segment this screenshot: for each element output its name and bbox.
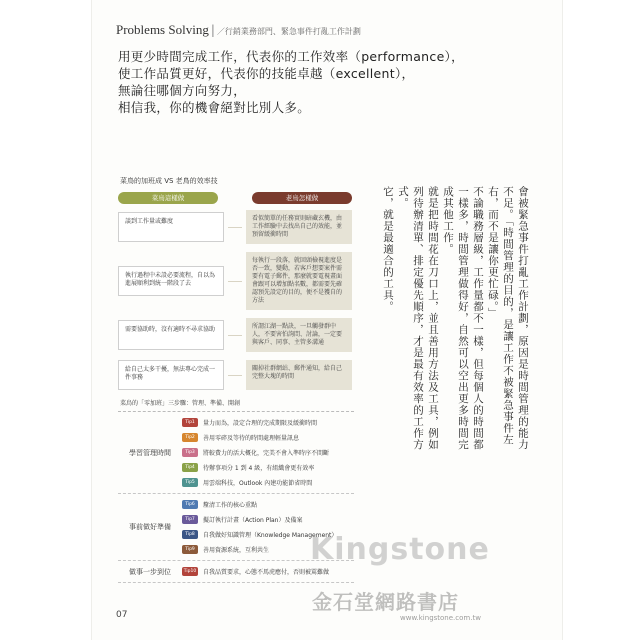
- veteran-cell: 所謂江湖一點訣，一旦觸發群中人，不要害怕詢問、討論，一定要與客戶、同事、主管多溝通: [246, 318, 352, 352]
- rookie-header-pill: 菜鳥這樣做: [118, 192, 218, 204]
- header-divider: |: [210, 23, 215, 37]
- watermark-chinese: 金石堂網路書店: [312, 590, 459, 614]
- tip-text: 釐清工作的核心重點: [203, 502, 258, 509]
- veteran-cell: 每執行一段落，就回頭檢視進度是否一致，變動，若客戶想要案件需要有電子郵件，那麼就要電視畫面會跟可以增加點名數，都需要先確認預先設定的目的，便不是獲自的方法: [246, 252, 352, 310]
- row-connector: [228, 335, 242, 336]
- tip-tag: Tip4: [182, 463, 198, 472]
- tip-tag: Tip6: [182, 500, 198, 509]
- lead-line: 無論往哪個方向努力，: [118, 83, 247, 98]
- tip-row: [182, 512, 354, 527]
- tips-group-label: 學習管理時間: [129, 448, 171, 457]
- tip-tag: Tip1: [182, 418, 198, 427]
- tip-tag: Tip2: [182, 433, 198, 442]
- tip-tag: Tip9: [182, 545, 198, 554]
- page-number: 07: [116, 610, 128, 620]
- lead-paragraph: [118, 48, 464, 116]
- page-header: [116, 22, 361, 38]
- rookie-cell: 執行過程中未設必要流程，自以為進展順利到統一階段了去: [118, 266, 224, 296]
- comparison-chart-title: 菜鳥的加班成 VS 老鳥的效率技: [120, 177, 218, 185]
- lead-line: 相信我，你的機會絕對比別人多。: [118, 100, 311, 115]
- body-paragraph: 就是把時間花在刀口上，並且善用方法及工具，例如列待辦清單、排定優先順序，才是最有效率的工作方式。: [397, 186, 439, 451]
- tip-tag: Tip7: [182, 515, 198, 524]
- tip-row: [182, 475, 354, 490]
- tip-text: 善用零碎及等待的時間處理輕量訊息: [203, 435, 300, 442]
- vertical-body-text: [380, 186, 530, 458]
- tips-group-label: 做事一步到位: [129, 567, 171, 576]
- watermark-url: www.kingstone.com.tw: [400, 614, 481, 622]
- comparison-chart-header: [118, 192, 352, 204]
- tip-row: [182, 430, 354, 445]
- body-paragraph: 不論職務層級，工作量都不一樣，但每個人的時間都一樣多，時間管理做得好，自然可以空出更多時間完成其他工作。: [442, 186, 484, 451]
- tip-text: 量力而為，設定合理的完成期限及緩衝時間: [203, 420, 318, 427]
- tip-tag: Tip8: [182, 530, 198, 539]
- veteran-cell: 看似簡單的任務實則暗藏玄機，由工作經驗中去找出自己的效能，並預留緩衝時間: [246, 210, 352, 244]
- comparison-row: [118, 252, 352, 310]
- tip-text: 自我做好知識管理（Knowledge Management）: [203, 532, 338, 539]
- row-connector: [228, 227, 242, 228]
- body-paragraph: 會被緊急事件打亂工作計劃，原因是時間管理的能力不足。「時間管理的目的，是讓工作不被緊急事件左右，而不是讓你更忙碌。」: [487, 186, 529, 451]
- tip-text: 自我品質要求，心態不馬虎應付，否則被罵難做: [203, 569, 330, 576]
- rookie-cell: 給自己太多干擾，無法專心完成一件事務: [118, 360, 224, 390]
- tips-group: [118, 412, 354, 494]
- comparison-row: [118, 318, 352, 352]
- tip-row: [182, 415, 354, 430]
- tip-text: 待辦事項分 1 到 4 級，有組織會更有效率: [203, 465, 315, 472]
- comparison-chart: [118, 176, 352, 398]
- tips-group-items: [182, 415, 354, 490]
- tip-tag: Tip3: [182, 448, 198, 457]
- row-connector: [228, 281, 242, 282]
- tip-text: 將較費力的活大概化，完美不會入準時序不間斷: [203, 450, 330, 457]
- tip-tag: Tip5: [182, 478, 198, 487]
- tip-row: [182, 460, 354, 475]
- veteran-header-pill: 老鳥怎樣做: [252, 192, 352, 204]
- tip-row: [182, 497, 354, 512]
- lead-line: 使工作品質更好，代表你的技能卓越（excellent），: [118, 66, 415, 81]
- tip-text: 善用資源系統，互利共生: [203, 547, 270, 554]
- lead-line: 用更少時間完成工作，代表你的工作效率（performance），: [118, 49, 464, 64]
- watermark-logo: Kingstone: [310, 532, 490, 567]
- body-paragraph: 它，就是最適合的工具。: [382, 186, 394, 313]
- tip-text: 用雲端科技，Outlook 內建功能節省時間: [203, 480, 313, 487]
- veteran-cell: 關掉社群網站、郵件通知，給自己完整大塊的時間: [246, 360, 352, 390]
- tips-chart-title: 菜鳥的「零加班」三步驟：管理、準備、開創: [120, 400, 241, 407]
- tip-text: 擬訂執行計畫（Action Plan）及備案: [203, 517, 303, 524]
- rookie-cell: 需要協助時，沒有適時不尋求協助: [118, 320, 224, 350]
- tips-group-label: 事前做好準備: [129, 523, 171, 531]
- tip-tag: Tip10: [183, 569, 197, 574]
- chapter-subtitle: ／行銷業務部門、緊急事件打亂工作計劃: [216, 27, 361, 36]
- comparison-row: [118, 210, 352, 244]
- rookie-cell: 談到工作量或難度: [118, 212, 224, 242]
- row-connector: [228, 375, 242, 376]
- comparison-row: [118, 360, 352, 390]
- series-title: Problems Solving: [116, 22, 209, 37]
- tip-row: [182, 445, 354, 460]
